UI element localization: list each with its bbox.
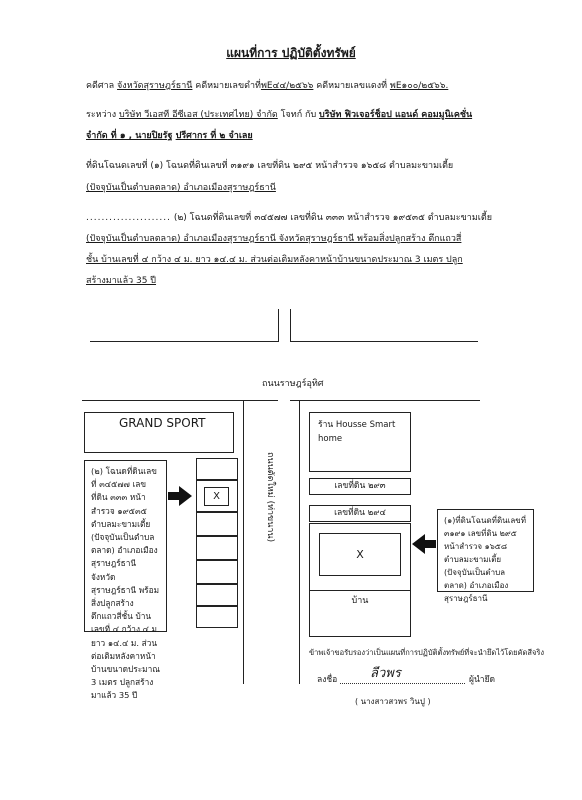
- defendant-1b: จำกัด ที่ ๑ , นายปิยรัฐ: [86, 131, 173, 141]
- property-2-line-2: (ปัจจุบันเป็นตำบลตลาด) อำเภอเมืองสุราษฎร์ธานี จังหวัดสุราษฎร์ธานี พร้อมสิ่งปลูกสร้าง ตึกแถวสี่: [86, 234, 462, 244]
- black-case-number: พE๔๔/๒๕๖๖: [260, 81, 314, 91]
- parties-line-2: [86, 128, 253, 142]
- grand-sport-label: GRAND SPORT: [119, 416, 206, 430]
- left-row-unit-4: [196, 560, 238, 584]
- certification-statement: ข้าพเจ้าขอรับรองว่าเป็นแผนที่การปฏิบัติตั้งทรัพย์ที่จะนำยึดไว้โดยคัดสีจริง: [309, 648, 545, 657]
- road-vertical-edge-top-left: [278, 309, 279, 342]
- house-label: บ้าน: [351, 596, 369, 606]
- dotted-leader: ......................: [86, 213, 171, 223]
- left-row-unit-1: [196, 458, 238, 480]
- road-vertical-left-edge: [243, 400, 244, 684]
- left-note-box: [84, 460, 167, 701]
- road-bottom-edge-left: [82, 400, 278, 401]
- left-row-unit-6: [196, 606, 238, 628]
- plaintiff-suffix: โจทก์ กับ: [280, 110, 317, 120]
- left-row-unit-3: [196, 536, 238, 560]
- plot-294-box: [309, 505, 411, 522]
- road-top-label: ถนนราษฎร์อุทิศ: [262, 379, 324, 389]
- road-top-edge-right: [290, 341, 478, 342]
- court-line: [86, 78, 448, 92]
- grand-sport-building: [84, 412, 234, 453]
- road-vertical-label: ถนนตัดใหม่ (ท่าขนาน): [265, 452, 275, 543]
- right-x-marker: X: [319, 533, 401, 576]
- plaintiff: บริษัท วีเอสที อีซีเอส (ประเทศไทย) จำกัด: [118, 110, 278, 120]
- plot-293-box: [309, 478, 411, 495]
- right-pointer-arrow-icon: [412, 534, 436, 554]
- property-2-line-1: [86, 210, 492, 224]
- parties-line-1: [86, 107, 472, 121]
- page-title: แผนที่การ ปฏิบัติตั้งทรัพย์: [226, 46, 356, 60]
- right-note-box: [437, 509, 534, 603]
- road-bottom-edge-right: [290, 400, 480, 401]
- signer-name: ( นางสาวสวพร วินปู ): [355, 697, 431, 706]
- court-prefix: คดีศาล: [86, 81, 115, 91]
- left-target-unit: [196, 480, 238, 512]
- property-2-line-3: ชั้น บ้านเลขที่ ๔ กว้าง ๔ ม. ยาว ๑๔.๔ ม. ส่วนต่อเติมหลังคาหน้าบ้านขนาดประมาณ 3 เมตร ปลูก: [86, 255, 463, 265]
- property-1-line-1: ที่ดินโฉนดเลขที่ (๑) โฉนดที่ดินเลขที่ ๓๑๙๑ เลขที่ดิน ๒๙๕ หน้าสำรวจ ๑๖๕๘ ตำบลมะขามเตี้ย: [86, 161, 454, 171]
- right-note-text: (๑)ที่ดินโฉนดที่ดินเลขที่ ๓๑๙๑ เลขที่ดิน ๒๙๕ หน้าสำรวจ ๑๖๕๘ ตำบลมะขามเตี้ย (ปัจจุบันเป็นตำบลตลาด) อำเภอเมืองสุราษฎร์ธานี: [444, 516, 526, 603]
- court-name: จังหวัดสุราษฎร์ธานี: [117, 81, 193, 91]
- sign-label: ลงชื่อ: [317, 675, 338, 685]
- signature-line: [340, 683, 465, 684]
- left-row-unit-5: [196, 584, 238, 606]
- target-plot-box: [309, 523, 411, 637]
- plot-294-label: เลขที่ดิน ๒๙๔: [334, 508, 386, 518]
- left-note-text: (๒) โฉนดที่ดินเลขที่ ๓๔๕๗๗ เลขที่ดิน ๓๓๓ หน้าสำรวจ ๑๙๕๓๕ ตำบลมะขามเตี้ย (ปัจจุบันเป็นตำบลตลาด) อำเภอเมืองสุราษฎร์ธานี จังหวัดสุราษฎร์ธานี พร้อมสิ่งปลูกสร้าง ตึกแถวสี่ชั้น บ้านเลขที่ ๔ กว้าง ๔ ม. ยาว ๑๔.๔ ม. ส่วนต่อเติมหลังคาหน้าบ้านขนาดประมาณ 3 เมตร ปลูกสร้างมาแล้ว 35 ปี: [91, 466, 160, 701]
- red-case-number: พE๑๐๐/๒๕๖๖.: [389, 81, 449, 91]
- property-2-text-1: (๒) โฉนดที่ดินเลขที่ ๓๔๕๗๗ เลขที่ดิน ๓๓๓ หน้าสำรวจ ๑๙๕๓๕ ตำบลมะขามเตี้ย: [173, 213, 492, 223]
- road-vertical-edge-top-right: [290, 309, 291, 342]
- between-label: ระหว่าง: [86, 110, 117, 120]
- shop-building: [309, 412, 411, 472]
- defendant-2: ปรีศากร ที่ ๒ จำเลย: [175, 131, 253, 141]
- left-x-marker: X: [204, 487, 229, 506]
- signer-role: ผู้นำยึด: [469, 675, 496, 685]
- road-top-edge-left: [90, 341, 278, 342]
- red-case-label: คดีหมายเลขแดงที่: [316, 81, 388, 91]
- target-plot-divider: [310, 590, 410, 591]
- defendant-1: บริษัท ฟิวเจอร์ช็อป แอนด์ คอมมูนิเคชั่น: [319, 110, 473, 120]
- plot-293-label: เลขที่ดิน ๒๙๓: [334, 481, 386, 491]
- property-2-line-4: สร้างมาแล้ว 35 ปี: [86, 276, 157, 286]
- signature: ลีวพร: [370, 666, 401, 681]
- black-case-label: คดีหมายเลขดำที่: [195, 81, 261, 91]
- road-vertical-right-edge: [299, 400, 300, 684]
- left-row-unit-2: [196, 512, 238, 536]
- shop-label: ร้าน Housse Smart home: [318, 420, 396, 444]
- left-pointer-arrow-icon: [168, 486, 192, 506]
- property-1-line-2: (ปัจจุบันเป็นตำบลตลาด) อำเภอเมืองสุราษฎร์ธานี: [86, 183, 276, 193]
